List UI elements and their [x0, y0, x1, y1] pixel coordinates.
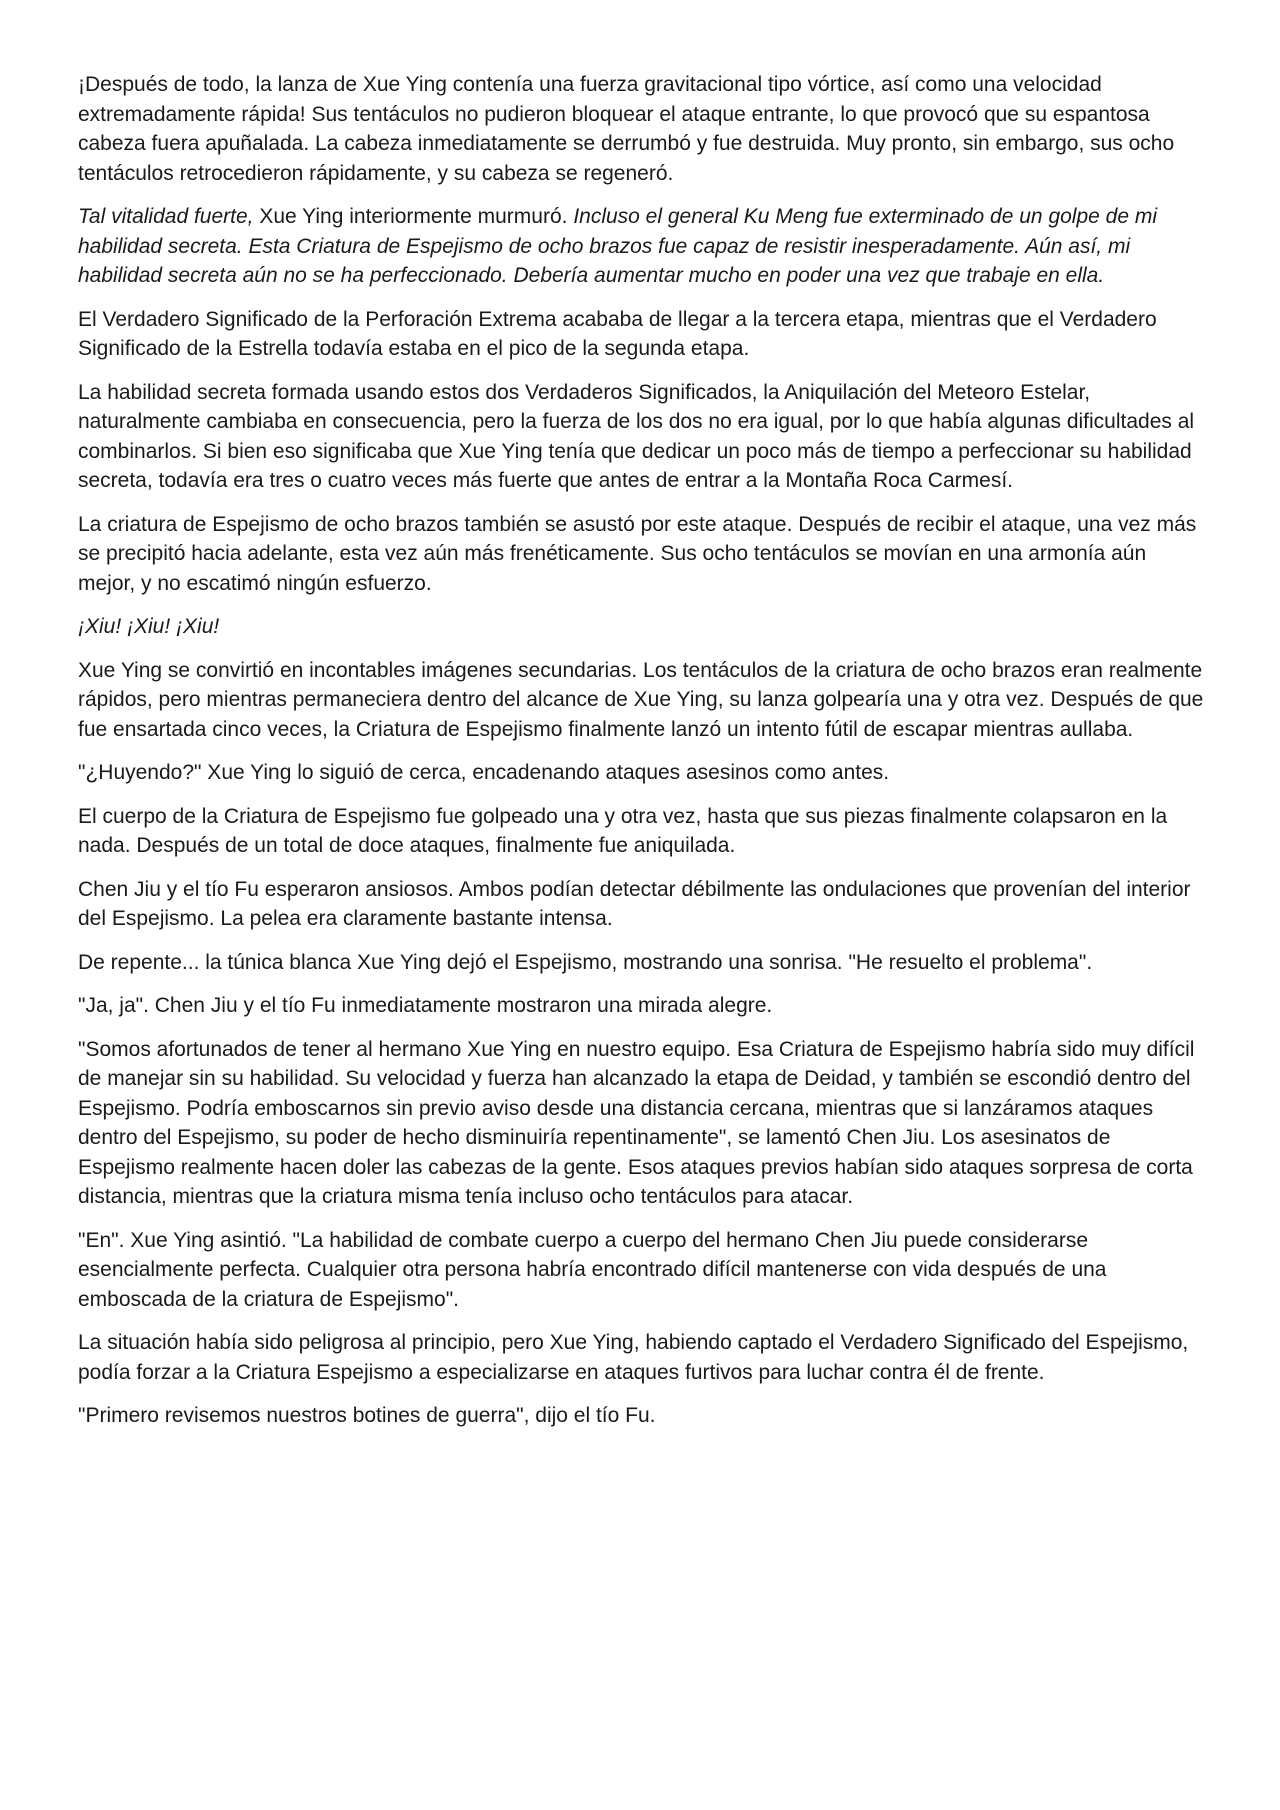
text-run: "Primero revisemos nuestros botines de guerra", dijo el tío Fu.	[78, 1404, 656, 1427]
paragraph	[78, 656, 1208, 745]
paragraph	[78, 758, 1208, 788]
italic-text: Tal vitalidad fuerte,	[78, 205, 254, 228]
text-run: Chen Jiu y el tío Fu esperaron ansiosos. Ambos podían detectar débilmente las ondulaciones que provenían del interior del Espejismo. La pelea era claramente bastante intensa.	[78, 877, 1191, 930]
text-run: El Verdadero Significado de la Perforación Extrema acababa de llegar a la tercera etapa, mientras que el Verdadero Significado de la Estrella todavía estaba en el pico de la segunda etapa.	[78, 307, 1157, 360]
paragraph	[78, 1401, 1208, 1431]
paragraph	[78, 1035, 1208, 1212]
paragraph	[78, 1226, 1208, 1315]
paragraph	[78, 802, 1208, 861]
text-run: La criatura de Espejismo de ocho brazos también se asustó por este ataque. Después de recibir el ataque, una vez más se precipitó hacia adelante, esta vez aún más frenéticamente. Sus ocho tentáculos se movían en una armonía aún mejor, y no escatimó ningún esfuerzo.	[78, 512, 1197, 595]
text-run: Xue Ying se convirtió en incontables imágenes secundarias. Los tentáculos de la criatura de ocho brazos eran realmente rápidos, pero mientras permaneciera dentro del alcance de Xue Ying, su lanza golpearía una y otra vez. Después de que fue ensartada cinco veces, la Criatura de Espejismo finalmente lanzó un intento fútil de escapar mientras aullaba.	[78, 658, 1204, 741]
paragraph	[78, 991, 1208, 1021]
paragraph	[78, 875, 1208, 934]
text-run: "Somos afortunados de tener al hermano Xue Ying en nuestro equipo. Esa Criatura de Espejismo habría sido muy difícil de manejar sin su habilidad. Su velocidad y fuerza han alcanzado la etapa de Deidad, y también se escondió dentro del Espejismo. Podría emboscarnos sin previo aviso desde una distancia cercana, mientras que si lanzáramos ataques dentro del Espejismo, su poder de hecho disminuiría repentinamente", se lamentó Chen Jiu. Los asesinatos de Espejismo realmente hacen doler las cabezas de la gente. Esos ataques previos habían sido ataques sorpresa de corta distancia, mientras que la criatura misma tenía incluso ocho tentáculos para atacar.	[78, 1037, 1195, 1208]
italic-text: ¡Xiu! ¡Xiu! ¡Xiu!	[78, 615, 220, 638]
italic-text: Incluso el general Ku Meng fue exterminado de un golpe de mi habilidad secreta. Esta Criatura de Espejismo de ocho brazos fue capaz de resistir inesperadamente. Aún así, mi habilidad secreta aún no se ha perfeccionado. Debería aumentar mucho en poder una vez que trabaje en ella.	[78, 205, 1158, 287]
text-run: La situación había sido peligrosa al principio, pero Xue Ying, habiendo captado el Verdadero Significado del Espejismo, podía forzar a la Criatura Espejismo a especializarse en ataques furtivos para luchar contra él de frente.	[78, 1331, 1189, 1384]
document-page	[78, 70, 1208, 1445]
text-run: La habilidad secreta formada usando estos dos Verdaderos Significados, la Aniquilación del Meteoro Estelar, naturalmente cambiaba en consecuencia, pero la fuerza de los dos no era igual, por lo que había algunas dificultades al combinarlos. Si bien eso significaba que Xue Ying tenía que dedicar un poco más de tiempo a perfeccionar su habilidad secreta, todavía era tres o cuatro veces más fuerte que antes de entrar a la Montaña Roca Carmesí.	[78, 380, 1195, 492]
paragraph	[78, 948, 1208, 978]
paragraph	[78, 378, 1208, 496]
paragraph	[78, 1328, 1208, 1387]
text-run: El cuerpo de la Criatura de Espejismo fue golpeado una y otra vez, hasta que sus piezas finalmente colapsaron en la nada. Después de un total de doce ataques, finalmente fue aniquilada.	[78, 804, 1168, 857]
paragraph	[78, 202, 1208, 291]
text-run: "¿Huyendo?" Xue Ying lo siguió de cerca, encadenando ataques asesinos como antes.	[78, 761, 890, 784]
text-run: "En". Xue Ying asintió. "La habilidad de combate cuerpo a cuerpo del hermano Chen Jiu puede considerarse esencialmente perfecta. Cualquier otra persona habría encontrado difícil mantenerse con vida después de una emboscada de la criatura de Espejismo".	[78, 1228, 1107, 1311]
text-run: "Ja, ja". Chen Jiu y el tío Fu inmediatamente mostraron una mirada alegre.	[78, 994, 773, 1017]
text-run: ¡Después de todo, la lanza de Xue Ying contenía una fuerza gravitacional tipo vórtice, así como una velocidad extremadamente rápida! Sus tentáculos no pudieron bloquear el ataque entrante, lo que provocó que su espantosa cabeza fuera apuñalada. La cabeza inmediatamente se derrumbó y fue destruida. Muy pronto, sin embargo, sus ocho tentáculos retrocedieron rápidamente, y su cabeza se regeneró.	[78, 73, 1175, 185]
text-run: Xue Ying interiormente murmuró.	[253, 205, 574, 228]
paragraph	[78, 612, 1208, 642]
paragraph	[78, 510, 1208, 599]
paragraph	[78, 70, 1208, 188]
text-run: De repente... la túnica blanca Xue Ying dejó el Espejismo, mostrando una sonrisa. "He resuelto el problema".	[78, 950, 1093, 974]
paragraph	[78, 305, 1208, 364]
